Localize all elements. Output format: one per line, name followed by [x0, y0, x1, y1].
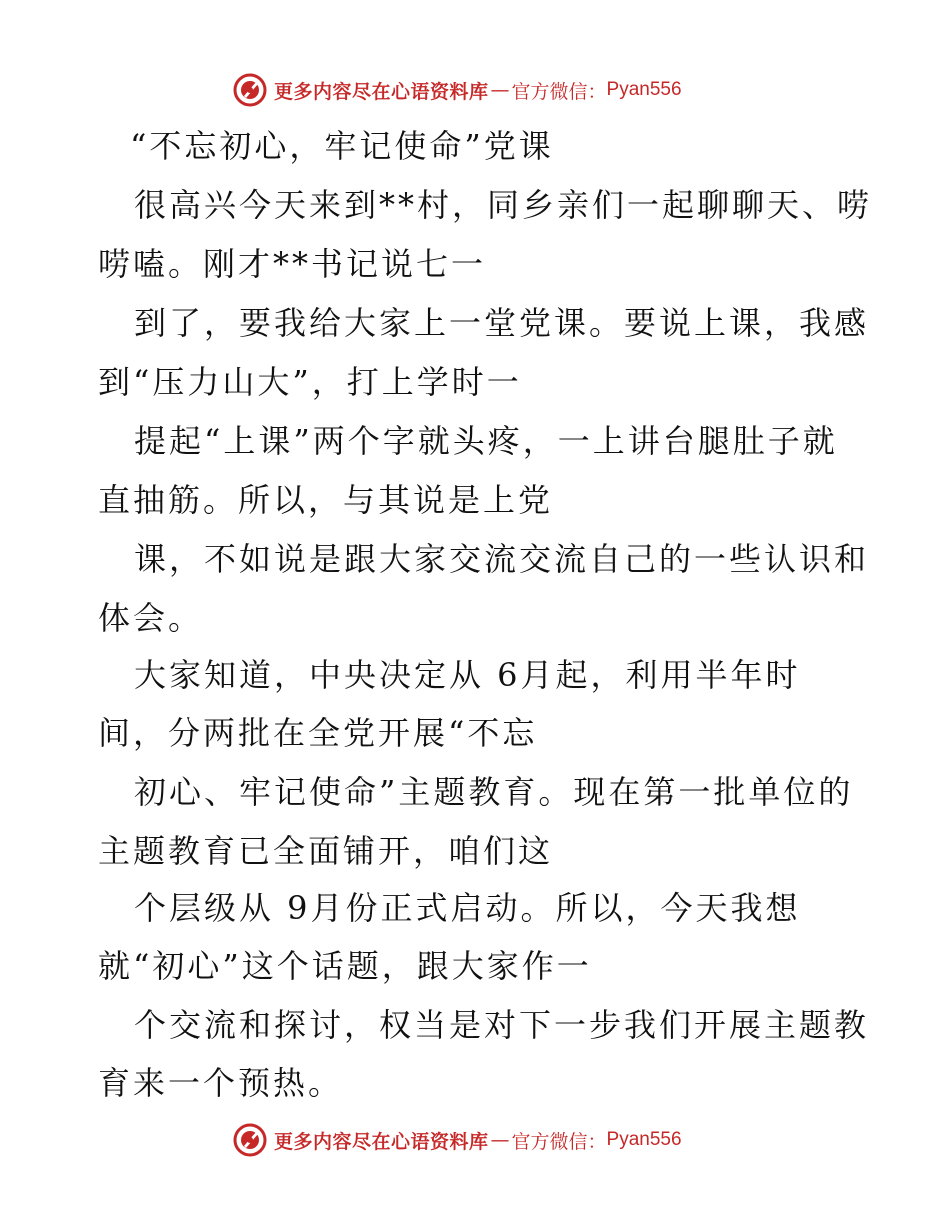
banner-wechat-label: 官方微信：: [511, 80, 607, 103]
banner-slogan: 更多内容尽在心语资料库: [274, 1130, 489, 1153]
text-line: 到“压力山大”，打上学时一: [98, 363, 522, 401]
logo-seal-icon: [232, 1122, 268, 1158]
text-line: 大家知道，中央决定从 6月起，利用半年时: [134, 656, 801, 694]
banner-dash: —: [490, 79, 510, 101]
document-title: “不忘初心，牢记使命”党课: [130, 127, 554, 165]
text-line: 提起“上课”两个字就头疼，一上讲台腿肚子就: [134, 422, 838, 460]
header-watermark-banner: [232, 70, 682, 110]
text-line: 主题教育已全面铺开，咱们这: [98, 832, 554, 870]
text-line: 课，不如说是跟大家交流交流自己的一些认识和: [134, 540, 870, 578]
logo-seal-icon: [232, 72, 268, 108]
banner-wechat-id: Pyan556: [606, 79, 682, 100]
text-line: 就“初心”这个话题，跟大家作一: [98, 947, 592, 985]
text-line: 到了，要我给大家上一堂党课。要说上课，我感: [134, 304, 870, 342]
text-line: 体会。: [98, 599, 204, 637]
text-line: 个交流和探讨，权当是对下一步我们开展主题教: [134, 1006, 870, 1044]
text-line: 间，分两批在全党开展“不忘: [98, 714, 538, 752]
text-line: 初心、牢记使命”主题教育。现在第一批单位的: [134, 773, 854, 811]
text-line: 育来一个预热。: [98, 1064, 344, 1102]
text-line: 唠嗑。刚才**书记说七一: [98, 245, 487, 283]
banner-wechat-id: Pyan556: [606, 1129, 682, 1150]
banner-slogan: 更多内容尽在心语资料库: [274, 80, 489, 103]
text-line: 个层级从 9月份正式启动。所以，今天我想: [134, 889, 801, 927]
text-line: 很高兴今天来到**村，同乡亲们一起聊聊天、唠: [134, 186, 873, 224]
footer-watermark-banner: [232, 1120, 682, 1160]
banner-dash: —: [490, 1129, 510, 1151]
banner-wechat-label: 官方微信：: [511, 1130, 607, 1153]
text-line: 直抽筋。所以，与其说是上党: [98, 481, 554, 519]
